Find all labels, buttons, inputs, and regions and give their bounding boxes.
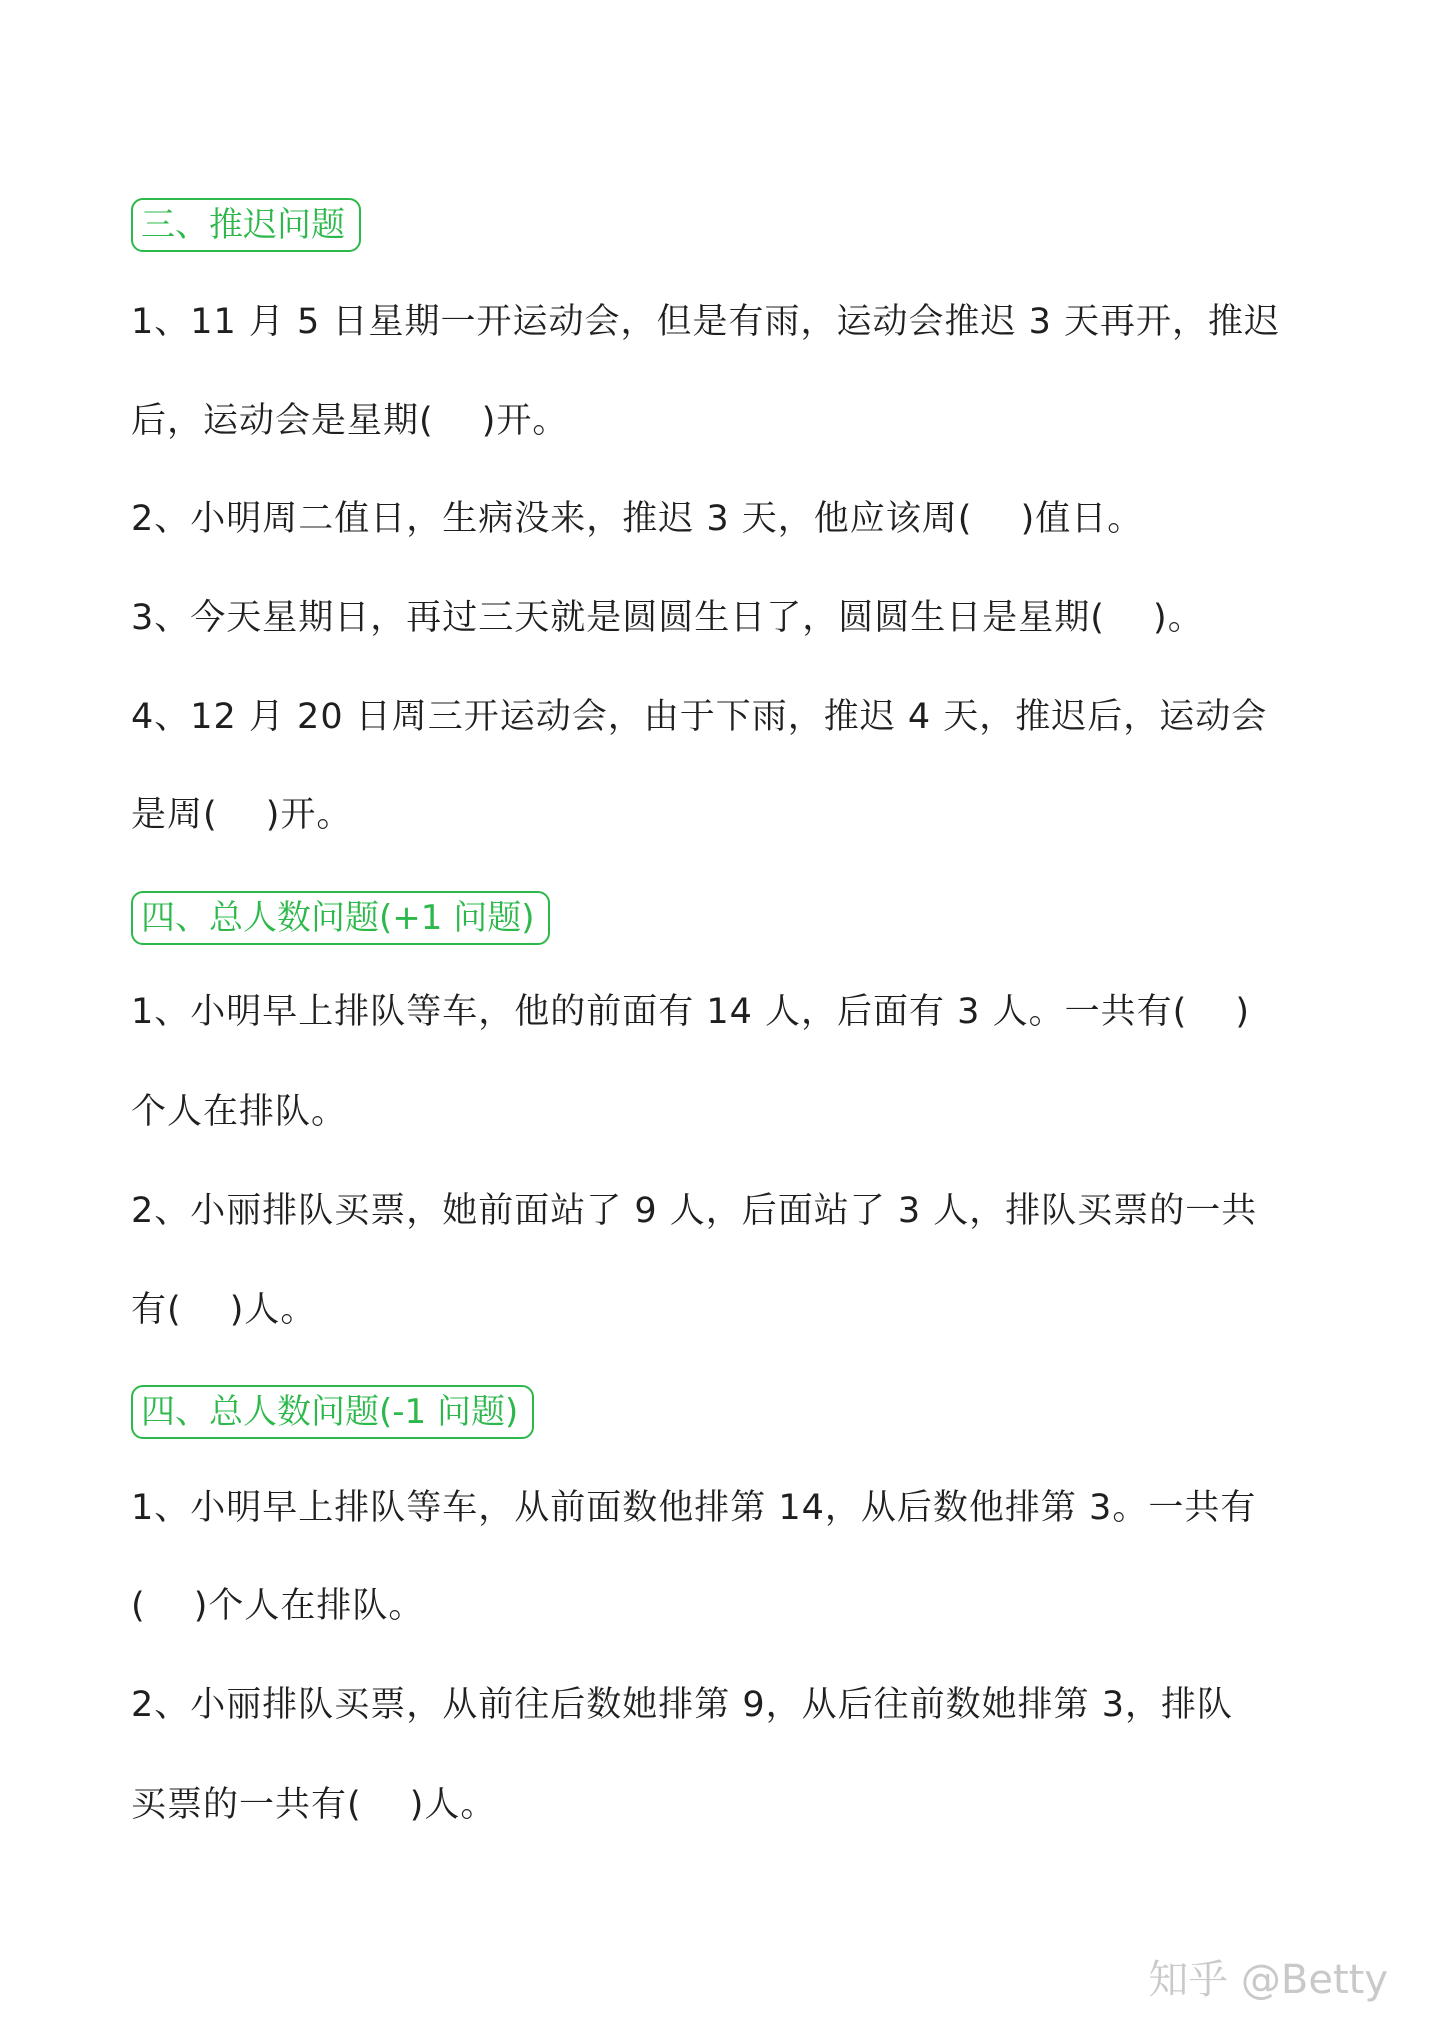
question-line: 1、小明早上排队等车，他的前面有 14 人，后面有 3 人。一共有( ) xyxy=(131,992,1251,1032)
question-line: 买票的一共有( )人。 xyxy=(131,1785,497,1825)
question-line: 3、今天星期日，再过三天就是圆圆生日了，圆圆生日是星期( )。 xyxy=(131,598,1204,638)
watermark-text: 知乎 @Betty xyxy=(1148,1957,1388,2003)
question-line: 2、小丽排队买票，她前面站了 9 人，后面站了 3 人，排队买票的一共 xyxy=(131,1191,1258,1231)
section-title-postpone: 三、推迟问题 xyxy=(131,198,361,252)
question-line: 1、11 月 5 日星期一开运动会，但是有雨，运动会推迟 3 天再开，推迟 xyxy=(131,302,1280,342)
question-line: 有( )人。 xyxy=(131,1290,317,1330)
question-line: ( )个人在排队。 xyxy=(131,1586,425,1626)
question-line: 是周( )开。 xyxy=(131,795,353,835)
question-line: 后，运动会是星期( )开。 xyxy=(131,401,569,441)
question-line: 2、小丽排队买票，从前往后数她排第 9，从后往前数她排第 3，排队 xyxy=(131,1685,1234,1725)
section-title-total-minus-one: 四、总人数问题(-1 问题) xyxy=(131,1385,534,1439)
section-title-total-plus-one: 四、总人数问题(+1 问题) xyxy=(131,891,550,945)
question-line: 4、12 月 20 日周三开运动会，由于下雨，推迟 4 天，推迟后，运动会 xyxy=(131,697,1268,737)
question-line: 1、小明早上排队等车，从前面数他排第 14，从后数他排第 3。一共有 xyxy=(131,1488,1257,1528)
question-line: 2、小明周二值日，生病没来，推迟 3 天，他应该周( )值日。 xyxy=(131,499,1144,539)
question-line: 个人在排队。 xyxy=(131,1092,348,1132)
